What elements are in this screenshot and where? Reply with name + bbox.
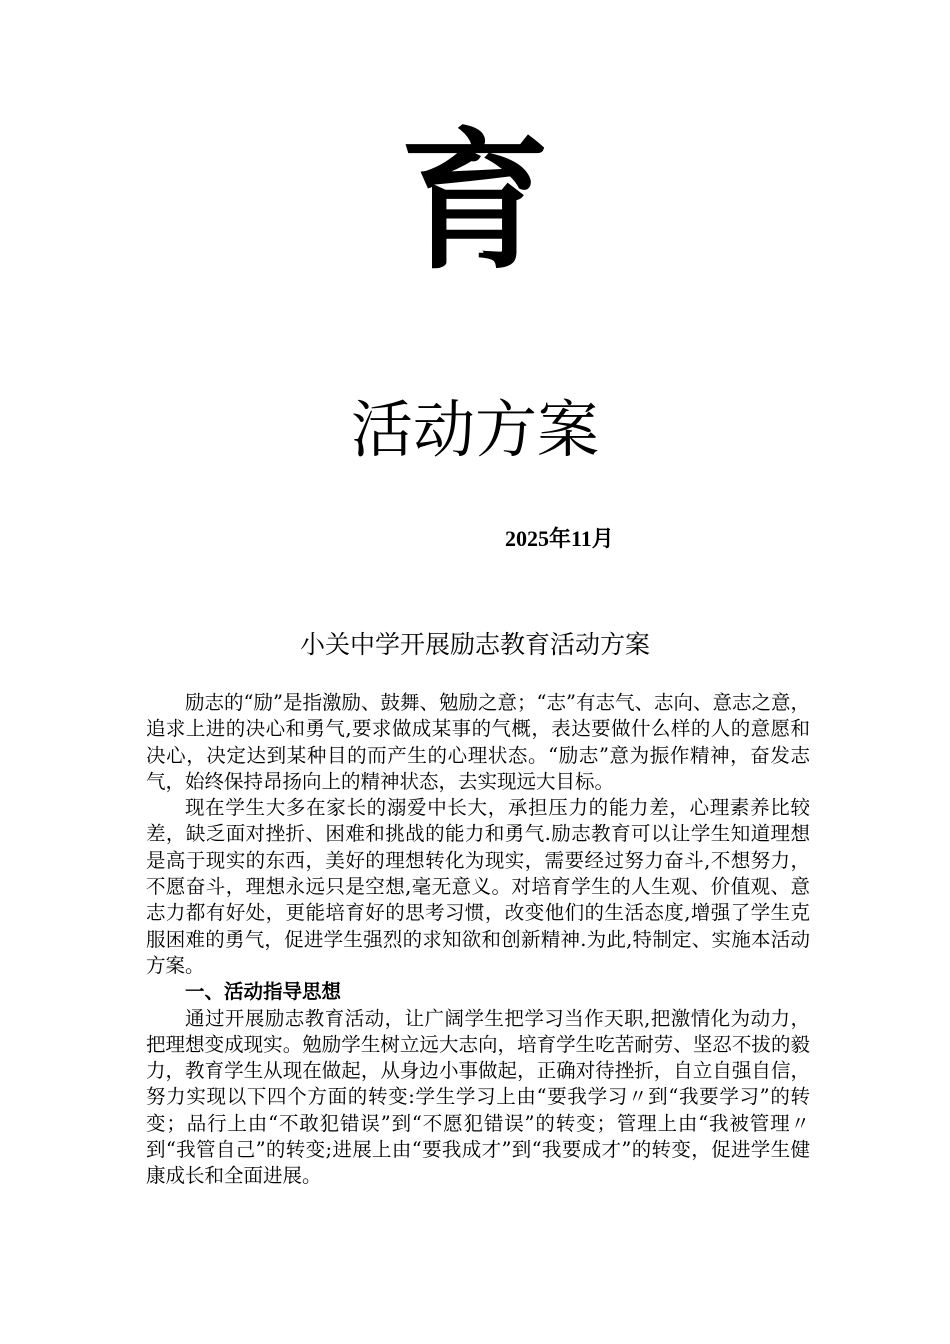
paragraph-background: 现在学生大多在家长的溺爱中长大，承担压力的能力差，心理素养比较差，缺乏面对挫折、困难和挑战的能力和勇气.励志教育可以让学生知道理想是高于现实的东西，美好的理想转化为现实，需要经过努力奋斗,不想努力，不愿奋斗，理想永远只是空想,毫无意义。对培育学生的人生观、价值观、意志力都有好处，更能培育好的思考习惯，改变他们的生活态度,增强了学生克服困难的勇气，促进学生强烈的求知欲和创新精神.为此,特制定、实施本活动方案。 <box>146 796 810 977</box>
document-title: 小关中学开展励志教育活动方案 <box>299 630 650 659</box>
paragraph-guiding-ideology: 通过开展励志教育活动，让广阔学生把学习当作天职,把激情化为动力，把理想变成现实。勉励学生树立远大志向，培育学生吃苦耐劳、坚忍不拔的毅力，教育学生从现在做起，从身边小事做起，正确对待挫折，自立自强自信，努力实现以下四个方面的转变:学生学习上由“要我学习〃到“我要学习”的转变；品行上由“不敢犯错误”到“不愿犯错误”的转变；管理上由“我被管理〃到“我管自己”的转变;进展上由“要我成才”到“我要成才”的转变，促进学生健康成长和全面进展。 <box>146 1006 810 1188</box>
cover-title: 活动方案 <box>350 393 599 466</box>
cover-date: 2025年11月 <box>505 526 614 551</box>
cover-large-character: 育 <box>399 116 550 290</box>
paragraph-intro: 励志的“励”是指激励、鼓舞、勉励之意；“志”有志气、志向、意志之意，追求上进的决心和勇气,要求做成某事的气概，表达要做什么样的人的意愿和决心，决定达到某种目的而产生的心理状态。“励志”意为振作精神，奋发志气，始终保持昂扬向上的精神状态，去实现远大目标。 <box>146 691 810 793</box>
document-body <box>146 690 810 1190</box>
section-heading-guiding-ideology: 一、活动指导思想 <box>185 980 342 1004</box>
